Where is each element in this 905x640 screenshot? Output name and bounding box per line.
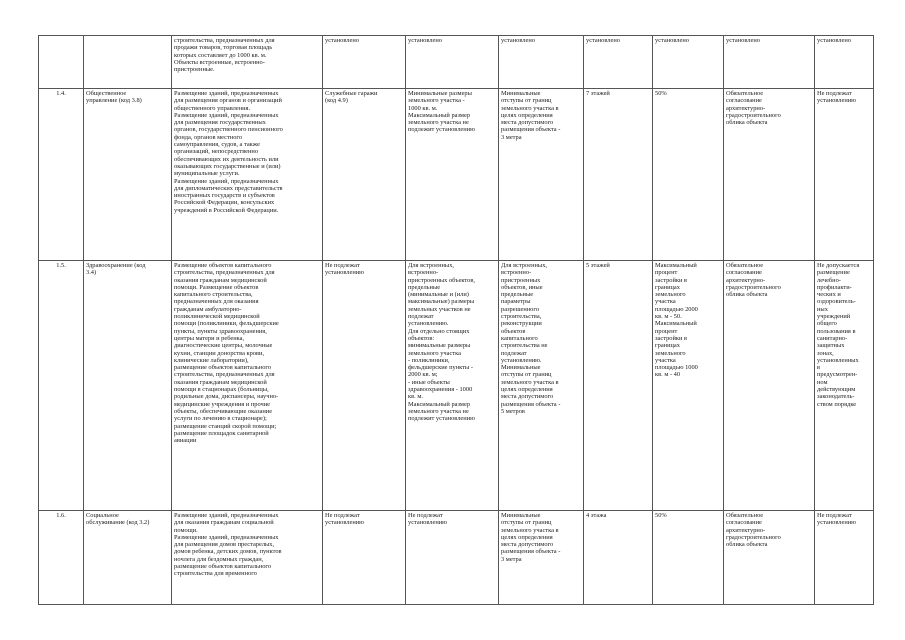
- main-use-description: Размещение зданий, предназначенных для оказания гражданам социальной помощи. Размещение зданий, предназначенных для размещения домов престарелых, домов ребенка, детских домов, пунктов ночлега для бездомных граждан, размещение объектов капитального строительства для временного: [172, 511, 323, 605]
- plot-size-limits: Минимальные размеры земельного участка - 1000 кв. м. Максимальный размер земельного участка не подлежит установлению: [406, 89, 499, 261]
- row-number: 1.4.: [39, 89, 84, 261]
- architectural-requirements: установлено: [724, 36, 815, 89]
- row-number: 1.6.: [39, 511, 84, 605]
- land-use-type: Здравоохранение (код 3.4): [84, 261, 172, 511]
- plot-size-limits: Для встроенных, встроенно- пристроенных объектов, предельные (минимальные и (или) максимальные) размеры земельных участков не подлежат установлению. Для отдельно стоящих объектов: минимальные размеры земельного участка - поликлиники, фельдшерские пункты - 2000 кв. м; - иные объекты здравоохранения - 1000 кв. м. Максимальный размер земельного участка не подлежит установлению: [406, 261, 499, 511]
- auxiliary-use: Не подлежат установлению: [323, 511, 406, 605]
- max-floors: установлено: [584, 36, 653, 89]
- main-use-description: строительства, предназначенных для продажи товаров, торговая площадь которых составляет до 1000 кв. м. Объекты встроенные, встроенно- пристроенные.: [172, 36, 323, 89]
- table-row: [39, 89, 874, 261]
- boundary-setbacks: Минимальные отступы от границ земельного участка в целях определения места допустимого размещения объекта - 3 метра: [499, 89, 584, 261]
- land-use-type: [84, 36, 172, 89]
- max-coverage: Максимальный процент застройки в границах земельного участка площадью 2000 кв. м - 50. Максимальный процент застройки в границах земельного участка площадью 1000 кв. м - 40: [653, 261, 724, 511]
- plot-size-limits: Не подлежат установлению: [406, 511, 499, 605]
- main-use-description: Размещение зданий, предназначенных для размещения органов и организаций общественного управления. Размещение зданий, предназначенных для размещения государственных органов, государственного пенсионного фонда, органов местного самоуправления, судов, а также организаций, непосредственно обеспечивающих их деятельность или оказывающих государственные и (или) муниципальные услуги. Размещение зданий, предназначенных для дипломатических представительств иностранных государств и субъектов Российской Федерации, консульских учреждений в Российской Федерации.: [172, 89, 323, 261]
- boundary-setbacks: Минимальные отступы от границ земельного участка в целях определения места допустимого размещения объекта - 3 метра: [499, 511, 584, 605]
- land-use-type: Общественное управление (код 3.8): [84, 89, 172, 261]
- max-floors: 4 этажа: [584, 511, 653, 605]
- table-row: [39, 36, 874, 89]
- auxiliary-use: установлено: [323, 36, 406, 89]
- max-floors: 5 этажей: [584, 261, 653, 511]
- boundary-setbacks: установлено: [499, 36, 584, 89]
- use-restrictions: установлено: [815, 36, 874, 89]
- auxiliary-use: Служебные гаражи (код 4.9): [323, 89, 406, 261]
- use-restrictions: Не допускается размещение лечебно- профилакти- ческих и оздоровитель- ных учреждений общего пользования в санитарно- защитных зонах, установленных в предусмотрен- ном действующим законодатель- ством порядке: [815, 261, 874, 511]
- use-restrictions: Не подлежат установлению: [815, 511, 874, 605]
- use-restrictions: Не подлежат установлению: [815, 89, 874, 261]
- architectural-requirements: Обязательное согласование архитектурно- градостроительного облика объекта: [724, 261, 815, 511]
- plot-size-limits: установлено: [406, 36, 499, 89]
- row-number: [39, 36, 84, 89]
- table-row: [39, 511, 874, 605]
- land-use-type: Социальное обслуживание (код 3.2): [84, 511, 172, 605]
- zoning-regulations-table: [38, 35, 874, 605]
- table-row: [39, 261, 874, 511]
- boundary-setbacks: Для встроенных, встроенно- пристроенных объектов, иные предельные параметры разрешенного строительства, реконструкции объектов капитального строительства не подлежат установлению. Минимальные отступы от границ земельного участка в целях определения места допустимого размещения объекта - 5 метров: [499, 261, 584, 511]
- auxiliary-use: Не подлежат установлению: [323, 261, 406, 511]
- max-floors: 7 этажей: [584, 89, 653, 261]
- max-coverage: 50%: [653, 511, 724, 605]
- row-number: 1.5.: [39, 261, 84, 511]
- max-coverage: установлено: [653, 36, 724, 89]
- max-coverage: 50%: [653, 89, 724, 261]
- main-use-description: Размещение объектов капитального строительства, предназначенных для оказания гражданам медицинской помощи. Размещение объектов капитального строительства, предназначенных для оказания гражданам амбулаторно- поликлинической медицинской помощи (поликлиники, фельдшерские пункты, пункты здравоохранения, центры матери и ребенка, диагностические центры, молочные кухни, станции донорства крови, клинические лаборатории), размещение объектов капитального строительства, предназначенных для оказания гражданам медицинской помощи в стационарах (больницы, родильные дома, диспансеры, научно- медицинские учреждения и прочие объекты, обеспечивающие оказание услуги по лечению в стационаре); размещение станций скорой помощи; размещение площадок санитарной авиации: [172, 261, 323, 511]
- architectural-requirements: Обязательное согласование архитектурно- градостроительного облика объекта: [724, 89, 815, 261]
- architectural-requirements: Обязательное согласование архитектурно- градостроительного облика объекта: [724, 511, 815, 605]
